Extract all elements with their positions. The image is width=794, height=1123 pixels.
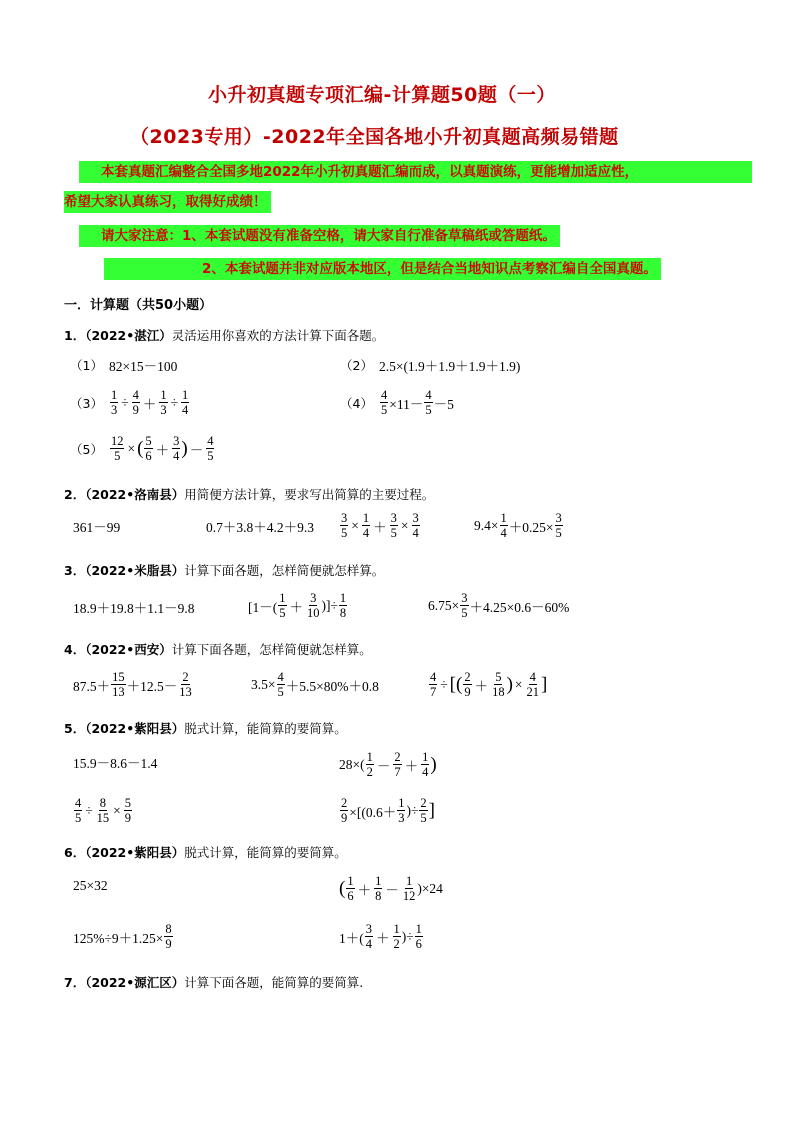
q6-item-1 <box>73 878 108 894</box>
question-text: 用简便方法计算，要求写出简算的主要过程。 <box>184 487 435 502</box>
fraction: $\frac{1}{3}$ <box>110 388 118 417</box>
fraction: $\frac{3}{5}$ <box>341 511 348 540</box>
section-heading: 一．计算题（共50小题） <box>64 298 213 313</box>
expression-part: －5 <box>433 396 454 412</box>
q1-item-2 <box>340 355 520 375</box>
notice-line-3: 请大家注意：1、本套试题没有准备空格，请大家自行准备草稿纸或答题纸。 <box>79 225 560 247</box>
q1-item-3: （3） $\frac{1}{3}$ ÷ $\frac{4}{9}$ ＋ $\frac{1}{3}$ ÷ $\frac{1}{4}$ <box>70 388 189 417</box>
fraction: $\frac{1}{8}$ <box>339 591 347 620</box>
q1-item-1 <box>70 355 177 375</box>
notice-line-4: 2、本套试题并非对应版本地区，但是结合当地知识点考察汇编自全国真题。 <box>104 258 661 280</box>
fraction: $\frac{1}{3}$ <box>160 388 167 417</box>
fraction: $\frac{12}{5}$ <box>110 434 124 463</box>
question-2-header <box>64 485 434 503</box>
question-source: （2022•湛江） <box>85 328 172 343</box>
fraction: $\frac{4}{5}$ <box>207 434 214 463</box>
fraction: $\frac{2}{9}$ <box>341 796 348 825</box>
question-text: 脱式计算，能简算的要简算。 <box>184 721 347 736</box>
expression-part: 3.5× <box>251 676 276 692</box>
fraction: $\frac{1}{2}$ <box>393 922 400 951</box>
fraction: $\frac{15}{13}$ <box>112 670 125 699</box>
fraction: $\frac{1}{4}$ <box>362 511 370 540</box>
expression: 82×15－100 <box>108 359 178 374</box>
expression-part: ＋12.5－ <box>126 678 178 694</box>
expression-part: 1＋( <box>339 930 364 946</box>
q3-item-3 <box>428 591 569 620</box>
fraction: $\frac{8}{15}$ <box>96 796 110 825</box>
fraction: $\frac{2}{5}$ <box>420 796 427 825</box>
q5-item-2: 28×( $\frac{1}{2}$ － $\frac{2}{7}$ ＋ $\frac{1}{4}$ ) <box>339 750 437 779</box>
expression-part: 125%÷9＋1.25× <box>73 930 164 946</box>
question-3-header <box>64 561 384 579</box>
fraction: $\frac{8}{9}$ <box>165 922 172 951</box>
fraction: $\frac{1}{4}$ <box>422 750 429 779</box>
fraction: $\frac{3}{4}$ <box>173 434 180 463</box>
expression-part: 6.75× <box>428 597 460 613</box>
q1-item-4 <box>340 388 454 417</box>
q5-item-3: $\frac{4}{5}$ ÷ $\frac{8}{15}$ × $\frac{5}{9}$ <box>75 796 132 825</box>
fraction: $\frac{3}{4}$ <box>412 511 419 540</box>
expression-part: )÷ <box>401 928 414 944</box>
notice-line-1: 本套真题汇编整合全国多地2022年小升初真题汇编而成，以真题演练，更能增加适应性， <box>79 161 752 183</box>
q4-item-2 <box>251 670 379 699</box>
fraction: $\frac{2}{7}$ <box>394 750 401 779</box>
item-label: （4） <box>340 395 373 411</box>
expression: 18.9＋19.8＋1.1－9.8 <box>73 601 195 616</box>
item-label: （1） <box>70 358 103 373</box>
q2-item-1 <box>73 516 120 536</box>
fraction: $\frac{4}{7}$ <box>430 670 437 699</box>
question-number: 2． <box>64 487 86 502</box>
item-label: （3） <box>70 395 103 411</box>
question-1-header <box>64 326 384 344</box>
title-line-1: 小升初真题专项汇编-计算题50题（一） <box>208 84 556 106</box>
question-number: 5． <box>64 721 86 736</box>
q5-item-1 <box>73 752 157 772</box>
expression: 2.5×(1.9＋1.9＋1.9＋1.9) <box>378 359 521 374</box>
question-4-header <box>64 640 372 658</box>
expression: 15.9－8.6－1.4 <box>73 756 158 771</box>
question-7-header <box>64 973 363 991</box>
fraction: $\frac{3}{5}$ <box>461 591 468 620</box>
title-line-2: （2023专用）-2022年全国各地小升初真题高频易错题 <box>130 126 619 148</box>
question-source: （2022•紫阳县） <box>85 845 185 860</box>
expression: 361－99 <box>73 520 121 535</box>
q6-item-3 <box>73 922 174 951</box>
fraction: $\frac{1}{2}$ <box>366 750 373 779</box>
question-text: 脱式计算，能简算的要简算。 <box>184 845 347 860</box>
question-source: （2022•米脂县） <box>85 563 185 578</box>
fraction: $\frac{1}{4}$ <box>182 388 189 417</box>
notice-line-2: 希望大家认真练习，取得好成绩！ <box>64 191 271 213</box>
fraction: $\frac{5}{18}$ <box>492 670 505 699</box>
q6-item-4: 1＋( $\frac{3}{4}$ ＋ $\frac{1}{2}$ )÷ $\frac{1}{6}$ <box>339 922 422 951</box>
fraction: $\frac{4}{21}$ <box>526 670 540 699</box>
expression-part: 9.4× <box>474 517 499 533</box>
fraction: $\frac{1}{4}$ <box>500 511 507 540</box>
question-text: 灵活运用你喜欢的方法计算下面各题。 <box>171 328 385 343</box>
question-source: （2022•紫阳县） <box>85 721 185 736</box>
fraction: $\frac{1}{3}$ <box>398 796 405 825</box>
fraction: $\frac{4}{5}$ <box>277 670 284 699</box>
q3-item-1 <box>73 597 195 617</box>
fraction: $\frac{1}{6}$ <box>347 874 354 903</box>
fraction: $\frac{4}{5}$ <box>425 388 432 417</box>
expression: 0.7＋3.8＋4.2＋9.3 <box>206 520 314 535</box>
question-text: 计算下面各题，怎样简便就怎样算。 <box>171 642 372 657</box>
fraction: $\frac{1}{5}$ <box>279 591 286 620</box>
item-label: （5） <box>70 441 103 457</box>
fraction: $\frac{3}{10}$ <box>307 591 320 620</box>
fraction: $\frac{4}{5}$ <box>75 796 82 825</box>
expression-part: )]÷ <box>321 597 338 613</box>
question-source: （2022•源汇区） <box>85 975 185 990</box>
fraction: $\frac{1}{12}$ <box>402 874 416 903</box>
question-source: （2022•洛南县） <box>85 487 185 502</box>
question-text: 计算下面各题，怎样简便就怎样算。 <box>184 563 385 578</box>
question-number: 1． <box>64 328 86 343</box>
fraction: $\frac{3}{4}$ <box>365 922 372 951</box>
fraction: $\frac{3}{5}$ <box>390 511 397 540</box>
expression: 25×32 <box>73 878 108 893</box>
q6-item-2: ( $\frac{1}{6}$ ＋ $\frac{1}{8}$ － $\frac{1}{12}$ )×24 <box>339 874 443 903</box>
expression-part: ＋4.25×0.6－60% <box>469 599 570 615</box>
expression-part: )÷ <box>406 802 419 818</box>
question-text: 计算下面各题，能简算的要简算. <box>184 975 364 990</box>
expression-part: ×[(0.6＋ <box>349 804 397 820</box>
fraction: $\frac{4}{9}$ <box>132 388 139 417</box>
question-6-header <box>64 843 347 861</box>
q2-item-3: $\frac{3}{5}$ × $\frac{1}{4}$ ＋ $\frac{3}{5}$ × $\frac{3}{4}$ <box>341 511 419 540</box>
expression-part: )×24 <box>417 880 443 896</box>
expression-part: ×11－ <box>389 396 424 412</box>
fraction: $\frac{2}{13}$ <box>179 670 192 699</box>
question-number: 7． <box>64 975 86 990</box>
fraction: $\frac{5}{9}$ <box>124 796 132 825</box>
q4-item-1 <box>73 670 194 699</box>
fraction: $\frac{4}{5}$ <box>380 388 388 417</box>
item-label: （2） <box>340 358 373 373</box>
fraction: $\frac{1}{6}$ <box>415 922 422 951</box>
question-number: 6． <box>64 845 86 860</box>
fraction: $\frac{1}{8}$ <box>375 874 382 903</box>
expression-part: 28×( <box>339 756 365 772</box>
q5-item-4: $\frac{2}{9}$ ×[(0.6＋ $\frac{1}{3}$ )÷ $\frac{2}{5}$ ] <box>341 796 435 825</box>
q2-item-2 <box>206 516 314 536</box>
expression-part: 87.5＋ <box>73 678 111 694</box>
q4-item-3: $\frac{4}{7}$ ÷ [( $\frac{2}{9}$ ＋ $\frac{5}{18}$ ) × $\frac{4}{21}$ ] <box>430 670 548 699</box>
expression-part: ＋0.25× <box>508 519 554 535</box>
expression-part: ＋5.5×80%＋0.8 <box>285 678 379 694</box>
fraction: $\frac{5}{6}$ <box>145 434 152 463</box>
q1-item-5: （5） $\frac{12}{5}$ × ( $\frac{5}{6}$ ＋ $\frac{3}{4}$ ) － $\frac{4}{5}$ <box>70 434 214 463</box>
question-source: （2022•西安） <box>85 642 172 657</box>
question-number: 4． <box>64 642 86 657</box>
question-5-header <box>64 719 347 737</box>
fraction: $\frac{3}{5}$ <box>555 511 562 540</box>
q3-item-2: [1－( $\frac{1}{5}$ ＋ $\frac{3}{10}$ )]÷ $\frac{1}{8}$ <box>248 591 347 620</box>
expression-part: [1－( <box>248 599 278 615</box>
fraction: $\frac{2}{9}$ <box>464 670 471 699</box>
question-number: 3． <box>64 563 86 578</box>
q2-item-4 <box>474 511 564 540</box>
